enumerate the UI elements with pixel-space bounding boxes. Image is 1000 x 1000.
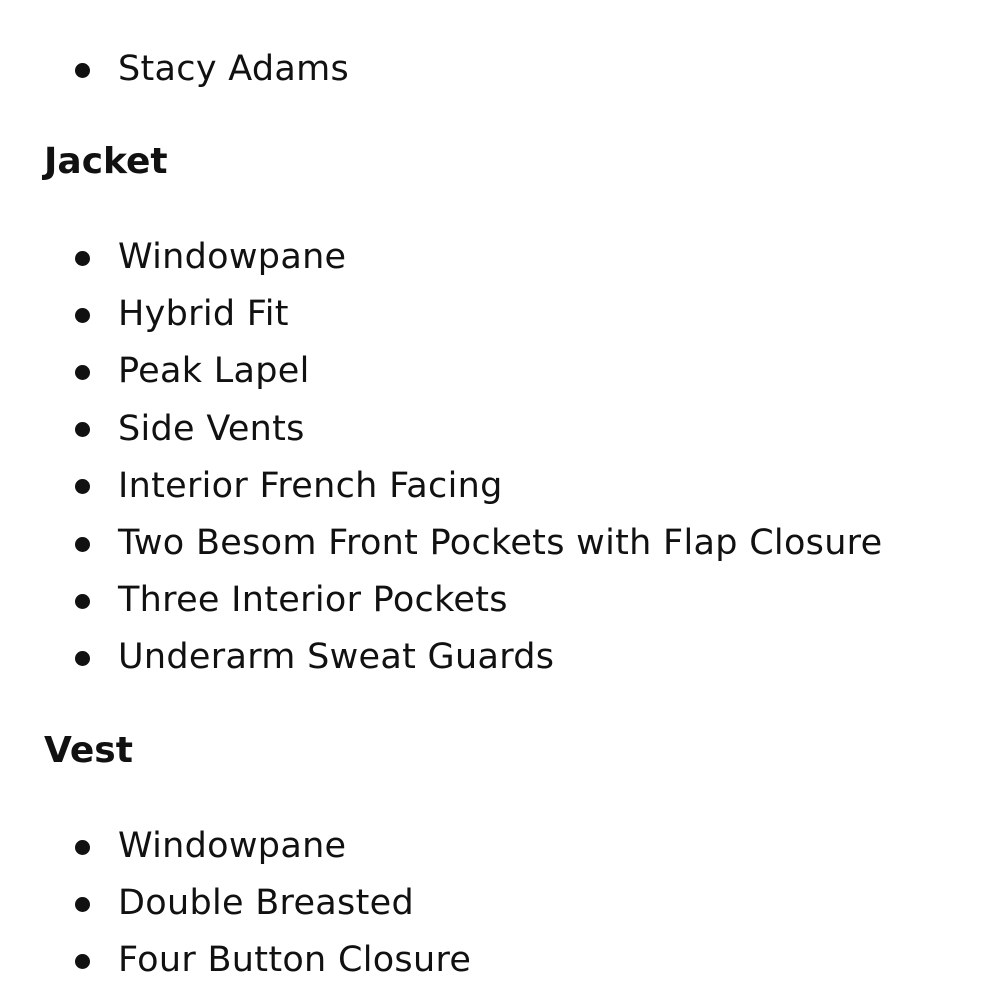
list-item-label: Peak Lapel: [118, 351, 310, 392]
list-item-label: Underarm Sweat Guards: [118, 637, 555, 678]
list-item-label: Stacy Adams: [118, 49, 350, 89]
list-item: [0, 401, 882, 458]
jacket-feature-list: [0, 229, 882, 687]
list-item-label: Side Vents: [118, 408, 305, 449]
list-item-label: Four Button Closure: [118, 940, 472, 981]
list-item: [0, 343, 882, 400]
list-item-label: Windowpane: [118, 237, 347, 277]
bullet-icon: [75, 954, 90, 969]
list-item: [0, 818, 471, 875]
list-item: [0, 286, 882, 343]
list-item: [0, 229, 882, 286]
bullet-icon: [75, 537, 90, 552]
bullet-icon: [75, 897, 90, 912]
section-heading-vest: Vest: [44, 730, 133, 771]
bullet-icon: [75, 422, 90, 437]
list-item-label: Interior French Facing: [118, 465, 503, 506]
list-item-label: Two Besom Front Pockets with Flap Closure: [118, 522, 883, 563]
list-item: [0, 875, 471, 932]
list-item-label: Hybrid Fit: [118, 294, 289, 335]
bullet-icon: [75, 479, 90, 494]
bullet-icon: [75, 251, 90, 266]
bullet-icon: [75, 651, 90, 666]
list-item: [0, 629, 882, 686]
vest-feature-list: [0, 818, 471, 990]
list-item-label: Double Breasted: [118, 883, 414, 924]
bullet-icon: [75, 63, 90, 78]
bullet-icon: [75, 308, 90, 323]
section-heading-jacket: Jacket: [44, 141, 168, 182]
list-item-label: Three Interior Pockets: [118, 580, 508, 621]
list-item-label: Windowpane: [118, 826, 347, 866]
list-item: [0, 515, 882, 572]
list-item: [0, 932, 471, 989]
bullet-icon: [75, 840, 90, 855]
brand-list: [0, 41, 349, 98]
list-item: [0, 572, 882, 629]
bullet-icon: [75, 594, 90, 609]
bullet-icon: [75, 365, 90, 380]
list-item: [0, 41, 349, 98]
list-item: [0, 458, 882, 515]
